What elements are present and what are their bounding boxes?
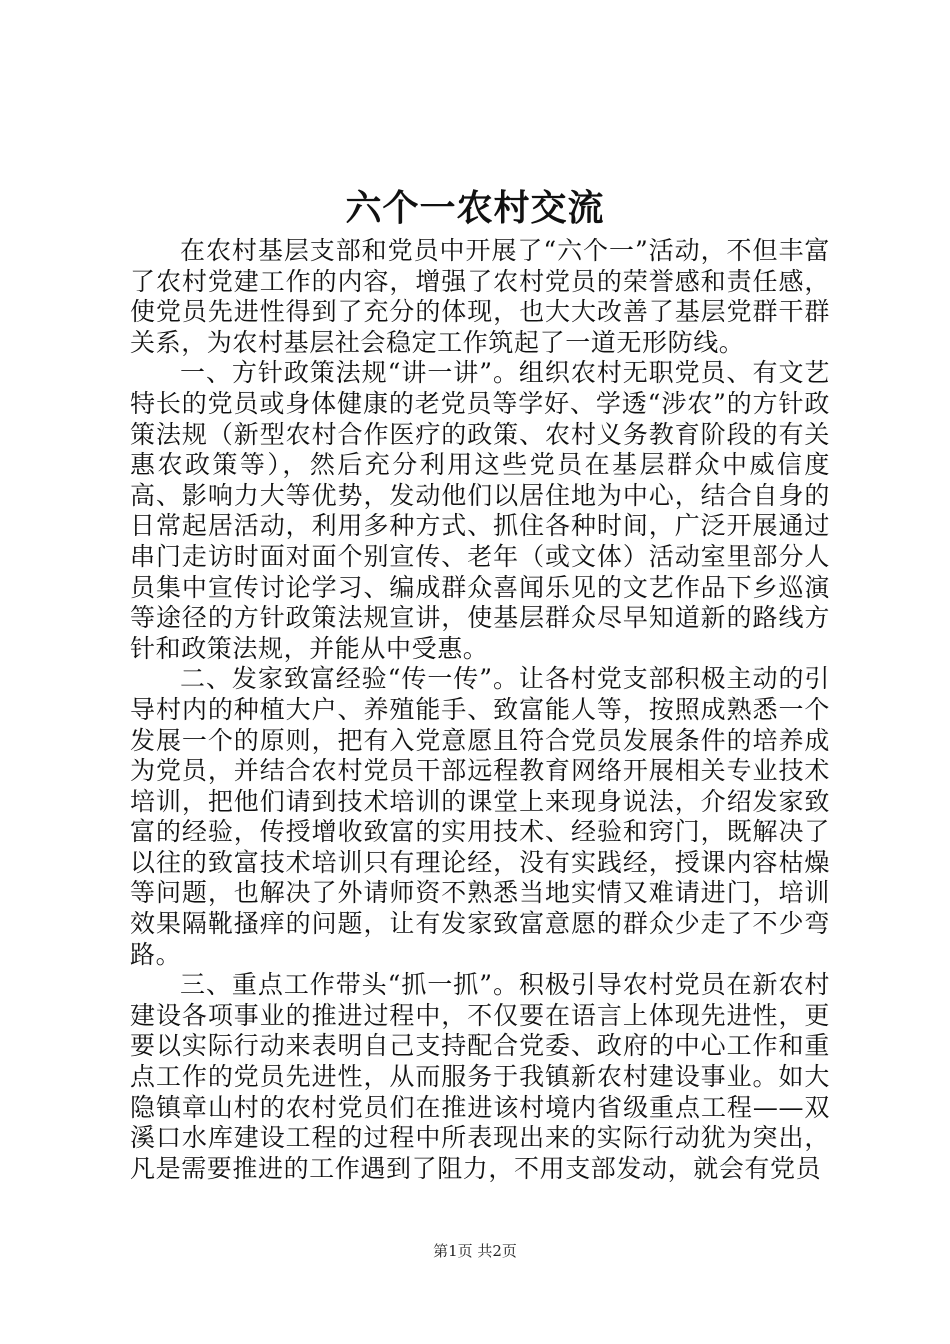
document-body [130, 236, 830, 1184]
paragraph-section-2: 二、发家致富经验“传一传”。让各村党支部积极主动的引导村内的种植大户、养殖能手、致富能人等，按照成熟悉一个发展一个的原则，把有入党意愿且符合党员发展条件的培养成为党员，并结合农村党员干部远程教育网络开展相关专业技术培训，把他们请到技术培训的课堂上来现身说法，介绍发家致富的经验，传授增收致富的实用技术、经验和窍门，既解决了以往的致富技术培训只有理论经，没有实践经，授课内容枯燥等问题，也解决了外请师资不熟悉当地实情又难请进门，培训效果隔靴搔痒的问题，让有发家致富意愿的群众少走了不少弯路。 [130, 664, 830, 969]
page-number-footer: 第1页 共2页 [433, 1242, 517, 1260]
paragraph-section-3: 三、重点工作带头“抓一抓”。积极引导农村党员在新农村建设各项事业的推进过程中，不仅要在语言上体现先进性，更要以实际行动来表明自己支持配合党委、政府的中心工作和重点工作的党员先进性，从而服务于我镇新农村建设事业。如大隐镇章山村的农村党员们在推进该村境内省级重点工程——双溪口水库建设工程的过程中所表现出来的实际行动犹为突出，凡是需要推进的工作遇到了阻力，不用支部发动，就会有党员 [130, 970, 830, 1183]
paragraph-section-1: 一、方针政策法规“讲一讲”。组织农村无职党员、有文艺特长的党员或身体健康的老党员等学好、学透“涉农”的方针政策法规（新型农村合作医疗的政策、农村义务教育阶段的有关惠农政策等），然后充分利用这些党员在基层群众中威信度高、影响力大等优势，发动他们以居住地为中心，结合自身的日常起居活动，利用多种方式、抓住各种时间，广泛开展通过串门走访时面对面个别宣传、老年（或文体）活动室里部分人员集中宣传讨论学习、编成群众喜闻乐见的文艺作品下乡巡演等途径的方针政策法规宣讲，使基层群众尽早知道新的路线方针和政策法规，并能从中受惠。 [130, 358, 830, 663]
paragraph-intro: 在农村基层支部和党员中开展了“六个一”活动，不但丰富了农村党建工作的内容，增强了农村党员的荣誉感和责任感，使党员先进性得到了充分的体现，也大大改善了基层党群干群关系，为农村基层社会稳定工作筑起了一道无形防线。 [130, 236, 830, 357]
page-title: 六个一农村交流 [345, 187, 605, 229]
